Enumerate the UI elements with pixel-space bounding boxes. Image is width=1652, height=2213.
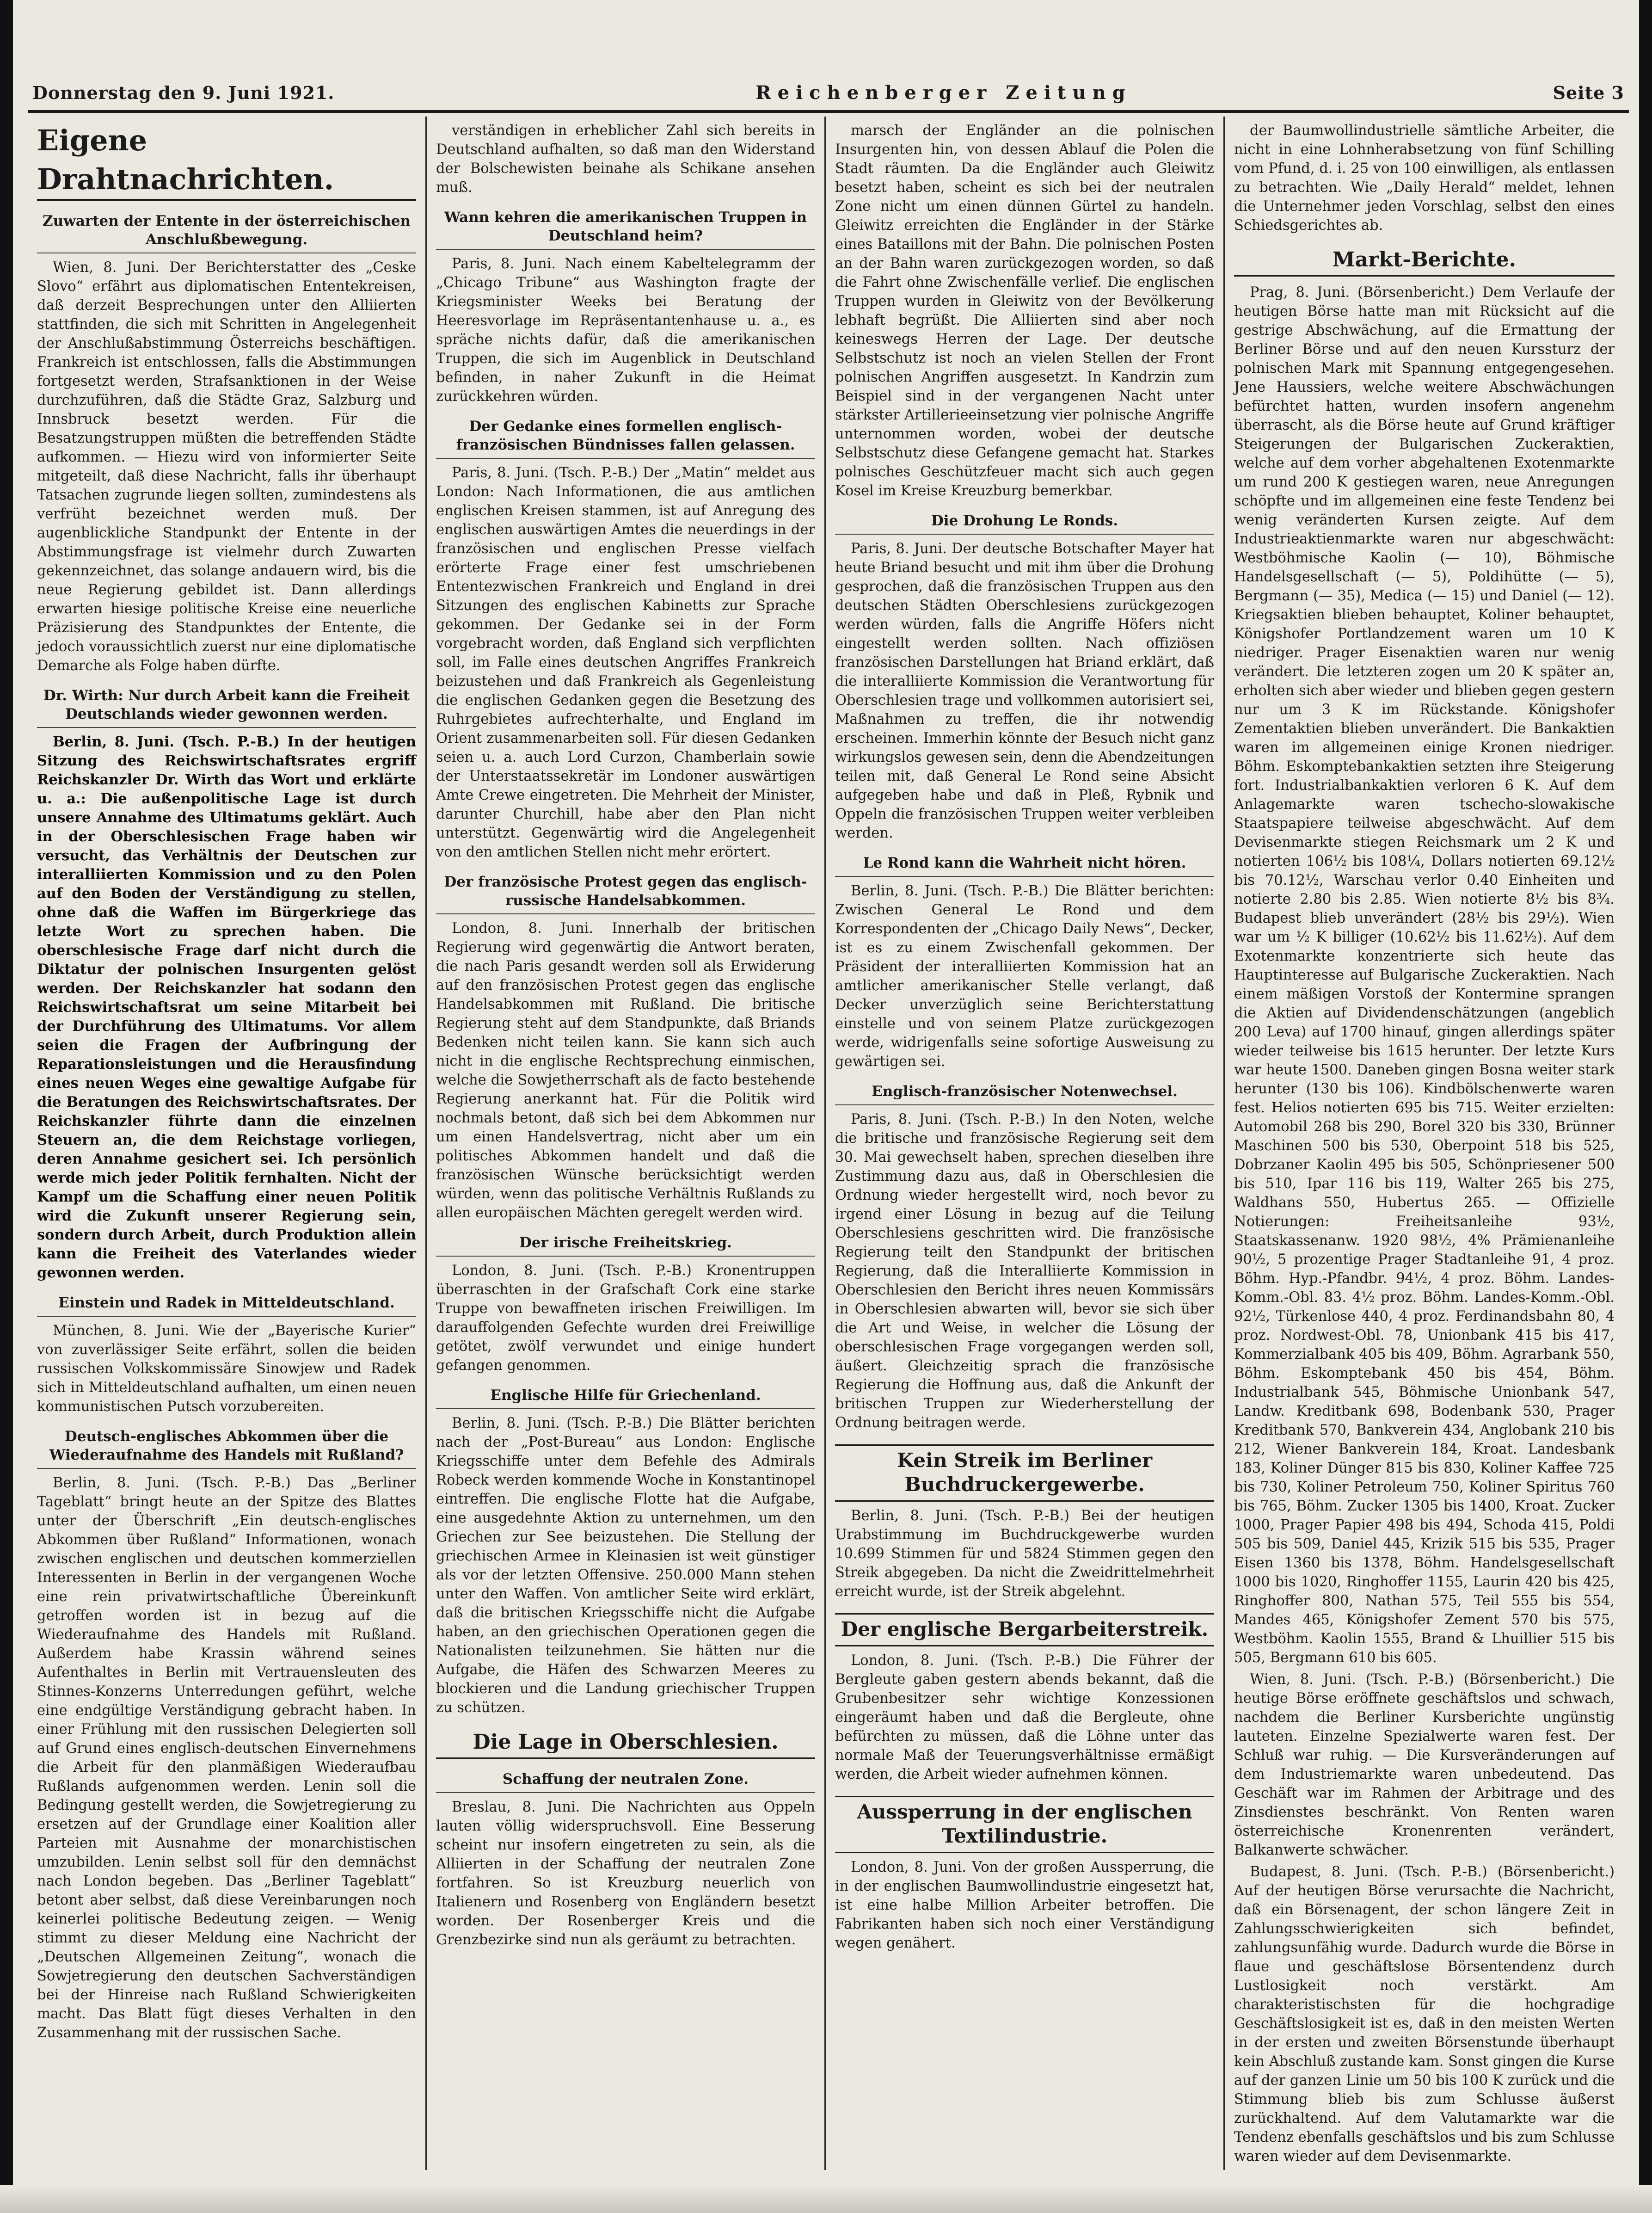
article-body: Berlin, 8. Juni. (Tsch. P.-B.) Bei der heutigen Urabstimmung im Buchdruckgewerbe wurden 10.699 Stimmen für und 5824 Stimmen gegen den Streik abgegeben. Da nicht die Zweidrittelmehrheit erreicht wurde, ist der Streik abgelehnt. <box>835 1508 1214 1600</box>
article-body: Paris, 8. Juni. Der deutsche Botschafter Mayer hat heute Briand besucht und mit ihm über die Drohung gesprochen, daß die französischen Truppen aus den deutschen Städten Oberschlesiens zurückgezogen werden würden, falls die Angriffe Höfers nicht eingestellt werden sollten. Nach offiziösen französischen Darstellungen hat Briand erklärt, daß die interalliierte Kommission die Verantwortung für Oberschlesien trage und vollkommen autorisiert sei, Maßnahmen zu treffen, die ihr notwendig erscheinen. Immerhin könnte der Besuch nicht ganz wirkungslos gewesen sein, denn die Abendzeitungen teilen mit, daß General Le Rond seine Absicht aufgegeben habe und daß in Pleß, Rybnik und Oppeln die französischen Truppen weiter verbleiben werden. <box>835 541 1214 841</box>
article-body: London, 8. Juni. (Tsch. P.-B.) Die Führer der Bergleute gaben gestern abends bekannt, daß die Grubenbesitzer sehr wichtige Konzessionen eingeräumt haben und daß die Bergleute, ohne befürchten zu müssen, daß die Löhne unter das normale Maß der Teuerungsverhältnisse ermäßigt werden, die Arbeit wieder aufnehmen können. <box>835 1652 1214 1782</box>
article-headline: Aussperrung in der englischen Textilindustrie. <box>835 1796 1214 1853</box>
article-heading: Schaffung der neutralen Zone. <box>436 1770 815 1793</box>
section-heading: Die Lage in Oberschlesien. <box>436 1730 815 1759</box>
column-4 <box>1225 117 1624 2170</box>
article-body: Berlin, 8. Juni. (Tsch. P.-B.) In der heutigen Sitzung des Reichswirtschaftsrates ergriff Reichskanzler Dr. Wirth das Wort und erklärte u. a.: Die außenpolitische Lage ist durch unsere Annahme des Ultimatums geklärt. Auch in der Oberschlesischen Frage haben wir versucht, das Verhältnis der Deutschen zur interalliierten Kommission und zu den Polen auf den Boden der Verständigung zu stellen, ohne daß die Waffen im Bürgerkriege das letzte Wort zu sprechen haben. Die oberschlesische Frage darf nicht durch die Diktatur der polnischen Insurgenten gelöst werden. Der Reichskanzler hat sodann den Reichswirtschaftsrat um seine Mitarbeit bei der Durchführung des Ultimatums. Vor allem seien die Fragen der Aufbringung der Reparationsleistungen und die Herausfindung eines neuen Weges eine gewaltige Aufgabe für die Beratungen des Reichswirtschaftsrates. Der Reichskanzler führte dann die einzelnen Steuern an, die dem Reichstage vorliegen, deren Annahme gesichert sei. Ich persönlich werde mich jeder Politik fernhalten. Nicht der Kampf um die Schaffung einer neuen Politik wird die Zukunft unserer Regierung sein, sondern durch Arbeit, durch Produktion allein kann die Freiheit des Vaterlandes wieder gewonnen werden. <box>37 734 416 1281</box>
article-body: Berlin, 8. Juni. (Tsch. P.-B.) Die Blätter berichten: Zwischen General Le Rond und dem Korrespondenten der „Chicago Daily News“, Decker, ist es zu einem Zwischenfall gekommen. Der Präsident der interalliierten Kommission hat an amtlicher amerikanischer Stelle verlangt, daß Decker unverzüglich seine Berichterstattung einstelle und von seinem Platze zurückgezogen werde, widrigenfalls seine sofortige Ausweisung zu gewärtigen sei. <box>835 883 1214 1070</box>
article-heading: Le Rond kann die Wahrheit nicht hören. <box>835 854 1214 877</box>
article-body: verständigen in erheblicher Zahl sich bereits in Deutschland aufhalten, so daß man den Widerstand der Bolschewisten beinahe als Schikane ansehen muß. <box>436 123 815 196</box>
section-heading: Markt-Berichte. <box>1234 248 1615 277</box>
article-body: Paris, 8. Juni. (Tsch. P.-B.) In den Noten, welche die britische und französische Regierung seit dem 30. Mai gewechselt haben, sprechen dieselben ihre Zustimmung dazu aus, daß in Oberschlesien die Ordnung wieder hergestellt wird, noch bevor zu irgend einer Lösung in bezug auf die Teilung Oberschlesiens geschritten wird. Die französische Regierung teilt den Standpunkt der britischen Regierung, daß die Interalliierte Kommission in Oberschlesien den Bericht ihres neuen Kommissärs in Oberschlesien abwarten will, bevor sie sich über die Art und Weise, in welcher die Lösung der oberschlesischen Frage vorgegangen werden soll, äußert. Gleichzeitig sprach die französische Regierung die Hoffnung aus, daß die Ankunft der britischen Truppen zur Wiederherstellung der Ordnung beitragen werde. <box>835 1111 1214 1431</box>
article-body: Wien, 8. Juni. Der Berichterstatter des „Ceske Slovo“ erfährt aus diplomatischen Ententekreisen, daß derzeit Besprechungen unter den Alliierten stattfinden, die sich mit Schritten in Angelegenheit der Anschlußabstimmung Österreichs beschäftigen. Frankreich ist entschlossen, falls die Abstimmungen fortgesetzt werden, Strafsanktionen in der Weise durchzuführen, daß die Städte Graz, Salzburg und Innsbruck besetzt werden. Für die Besatzungstruppen müßten die betreffenden Städte aufkommen. — Hiezu wird von informierter Seite mitgeteilt, daß diese Nachricht, falls ihr überhaupt Tatsachen zugrunde liegen sollten, zumindestens als verfrüht bezeichnet werden muß. Der augenblickliche Standpunkt der Entente in der Abstimmungsfrage ist vielmehr durch Zuwarten gekennzeichnet, das solange andauern wird, bis die neue Regierung gebildet ist. Dann allerdings erwarten hiesige politische Kreise eine neuerliche Präzisierung des Standpunktes der Entente, die jedoch voraussichtlich zuerst nur eine diplomatische Demarche als Folge haben dürfte. <box>37 259 416 674</box>
article-heading: Deutsch-englisches Abkommen über die Wiederaufnahme des Handels mit Rußland? <box>37 1427 416 1469</box>
article-heading: Der Gedanke eines formellen englisch-französischen Bündnisses fallen gelassen. <box>436 417 815 459</box>
article-columns <box>28 117 1625 2170</box>
masthead-date: Donnerstag den 9. Juni 1921. <box>32 82 335 103</box>
market-report: Prag, 8. Juni. (Börsenbericht.) Dem Verlaufe der heutigen Börse hatte man mit Rücksicht auf die gestrige Abschwächung, auf die Ermattung der Berliner Börse und auf den neuen Kurssturz der polnischen Mark mit Spannung entgegengesehen. Jene Haussiers, welche weitere Abschwächungen befürchtet hatten, wurden insofern angenehm überrascht, als die Börse heute auf Grund kräftiger Steigerungen der Bulgarischen Zuckeraktien, welche auf dem vorher abgehaltenen Exotenmarkte um rund 200 K gestiegen waren, neue Anregungen schöpfte und im allgemeinen eine feste Tendenz bei wenig veränderten Kursen zeigte. Auf dem Industrieaktienmarkte waren nur abgeschwächt: Westböhmische Kaolin (— 10), Böhmische Handelsgesellschaft (— 5), Poldihütte (— 5), Bergmann (— 35), Medica (— 15) und Daniel (— 12). Kriegsaktien blieben behauptet, Koliner behauptet, Königshofer Portlandzement waren um 10 K niedriger. Prager Eisenaktien waren nur wenig verändert. Die letzteren zogen um 20 K später an, erholten sich aber wieder und blieben gegen gestern nur um 3 K im Rückstande. Königshofer Zementaktien blieben unverändert. Die Bankaktien waren im allgemeinen einige Kronen niedriger. Böhm. Eskomptebankaktien setzten ihre Steigerung fort. Industrialbankaktien verloren 6 K. Auf dem Anlagemarkte waren tschecho-slowakische Staatspapiere teilweise abgeschwächt. Auf dem Devisenmarkte stiegen Reichsmark um 2 K und notierten 106½ bis 108¼, Dollars notierten 69.12½ bis 70.12½, Warschau verlor 0.40 Einheiten und notierte 2.80 bis 2.85. Wien notierte 8½ bis 8¾. Budapest blieb unverändert (28½ bis 29½). Wien war um ½ K billiger (10.62½ bis 11.62½). Auf dem Exotenmarkte konzentrierte sich heute das Hauptinteresse auf Bulgarische Zuckeraktien. Nach einem mäßigen Vorstoß der Kontermine sprangen die Aktien auf Dividendenschätzungen (angeblich 200 Leva) auf 1700 hinauf, gingen allerdings später wieder teilweise bis 1615 herunter. Der letzte Kurs war heute 1500. Daneben gingen Bosna weiter stark herunter (130 bis 106). Kindbölschenwerte waren fest. Helios notierten 695 bis 715. Weiter erzielten: Automobil 268 bis 290, Borel 320 bis 330, Brünner Maschinen 500 bis 530, Oberpoint 518 bis 525, Dobrzaner Kaolin 495 bis 505, Schönpriesener 500 bis 510, Ipar 116 bis 119, Walter 265 bis 275, Waldhans 550, Hubertus 265. — Offizielle Notierungen: Freiheitsanleihe 93½, Staatskassenanw. 1920 98½, 4% Prämienanleihe 90½, 5 prozentige Prager Stadtanleihe 91, 4 proz. Böhm. Hyp.-Pfandbr. 94½, 4 proz. Böhm. Landes-Komm.-Obl. 83. 4½ proz. Böhm. Landes-Komm.-Obl. 92½, Türkenlose 440, 4 proz. Ferdinandsbahn 80, 4 proz. Nordwest-Obl. 78, Unionbank 415 bis 417, Kommerzialbank 405 bis 409, Böhm. Agrarbank 550, Böhm. Eskomptebank 450 bis 454, Böhm. Industrialbank 545, Böhmische Unionbank 547, Landw. Kreditbank 698, Bodenbank 530, Prager Kreditbank 570, Bankverein 434, Anglobank 210 bis 212, Wiener Bankverein 184, Kroat. Landesbank 183, Koliner Dünger 815 bis 830, Koliner Kaffee 725 bis 730, Koliner Petroleum 750, Koliner Spiritus 760 bis 765, Böhm. Zucker 1305 bis 1400, Kroat. Zucker 1000, Prager Papier 498 bis 494, Schoda 415, Poldi 505 bis 509, Daniel 445, Krizik 515 bis 535, Prager Eisen 1360 bis 1378, Böhm. Handelsgesellschaft 1000 bis 1020, Ringhoffer 1155, Laurin 420 bis 425, Ringhoffer 800, Nathan 575, Teil 555 bis 554, Mandes 465, Königshofer Zement 570 bis 575, Westböhm. Kaolin 1555, Brand & Lhuillier 515 bis 505, Bergmann 610 bis 605. <box>1234 284 1615 1666</box>
article-heading: Einstein und Radek in Mitteldeutschland. <box>37 1294 416 1317</box>
article-body: Berlin, 8. Juni. (Tsch. P.-B.) Das „Berliner Tageblatt“ bringt heute an der Spitze des Blattes unter der Überschrift „Ein deutsch-englisches Abkommen über Rußland“ Informationen, wonach zwischen englischen und deutschen kommerziellen Interessenten in Berlin in der vergangenen Woche eine rein privatwirtschaftliche Übereinkunft getroffen worden ist in bezug auf die Wiederaufnahme des Handels mit Rußland. Außerdem habe Krassin während seines Aufenthaltes in Berlin mit Vertrauensleuten des Stinnes-Konzerns Unterredungen geführt, welche eine endgültige Verständigung gebracht haben. In einer Frühlung mit den russischen Delegierten soll auf Grund eines englisch-deutschen Einvernehmens die Arbeit für den planmäßigen Wiederaufbau Rußlands aufgenommen werden. Lenin soll die Bedingung gestellt werden, die Sowjetregierung zu ersetzen auf der Grundlage einer Koalition aller Parteien mit Ausnahme der monarchistischen umzubilden. Lenin selbst soll für den demnächst nach London begeben. Das „Berliner Tageblatt“ betont aber selbst, daß diese Vereinbarungen noch keinerlei politische Bedeutung zeigen. — Wenig stimmt zu dieser Meldung eine Nachricht der „Deutschen Allgemeinen Zeitung“, wonach die Sowjetregierung den deutschen Sachverständigen bei der Hinreise nach Rußland Schwierigkeiten macht. Das Blatt fügt dieses Verhalten in den Zusammenhang mit der russischen Sache. <box>37 1475 416 2041</box>
section-title: Eigene Drahtnachrichten. <box>37 121 416 201</box>
article-headline: Der englische Bergarbeiterstreik. <box>835 1613 1214 1646</box>
article-headline: Kein Streik im Berliner Buchdruckergewerbe. <box>835 1444 1214 1502</box>
masthead-page-number: Seite 3 <box>1553 82 1624 103</box>
article-body: Breslau, 8. Juni. Die Nachrichten aus Oppeln lauten völlig widerspruchsvoll. Eine Besserung scheint nur insofern eingetreten zu sein, als die Alliierten in der Schaffung der neutralen Zone fortfahren. So ist Kreuzburg neuerlich von Italienern und Rosenberg von Engländern besetzt worden. Der Rosenberger Kreis und die Grenzbezirke sind nun als geräumt zu betrachten. <box>436 1799 815 1948</box>
article-heading: Der französische Protest gegen das englisch-russische Handelsabkommen. <box>436 873 815 914</box>
masthead <box>32 79 1624 106</box>
article-body: München, 8. Juni. Wie der „Bayerische Kurier“ von zuverlässiger Seite erfährt, sollen die beiden russischen Volkskommissäre Sinowjew und Radek sich in Mitteldeutschland aufhalten, um einen neuen kommunistischen Putsch vorzubereiten. <box>37 1323 416 1415</box>
article-heading: Die Drohung Le Ronds. <box>835 512 1214 535</box>
article-heading: Zuwarten der Entente in der österreichischen Anschlußbewegung. <box>37 212 416 253</box>
article-heading: Englisch-französischer Notenwechsel. <box>835 1082 1214 1105</box>
article-body: London, 8. Juni. Von der großen Aussperrung, die in der englischen Baumwollindustrie eingesetzt hat, ist eine halbe Million Arbeiter betroffen. Die Fabrikanten haben sich noch einer Verständigung wegen genähert. <box>835 1859 1214 1951</box>
masthead-rule <box>28 110 1629 113</box>
article-body: London, 8. Juni. Innerhalb der britischen Regierung wird gegenwärtig die Antwort beraten, die nach Paris gesandt werden soll als Erwiderung auf den französischen Protest gegen das englische Handelsabkommen mit Rußland. Die britische Regierung steht auf dem Standpunkte, daß Briands Bedenken nicht teilen kann. Sie kann sich auch nicht in die englische Rechtsprechung einmischen, welche die Sowjetherrschaft als de facto bestehende Regierung anerkannt hat. Für die Politik wird nochmals betont, daß sich bei dem Abkommen nur um einen Handelsvertrag, nicht aber um ein politisches Abkommen handelt und daß die französischen Wünsche berücksichtigt werden würden, wenn das politische Verhältnis Rußlands zu allen europäischen Mächten geregelt werden wird. <box>436 920 815 1221</box>
column-2 <box>427 117 826 2170</box>
market-report: Budapest, 8. Juni. (Tsch. P.-B.) (Börsenbericht.) Auf der heutigen Börse verursachte die Nachricht, daß ein Börsenagent, der schon längere Zeit in Zahlungsschwierigkeiten sich befindet, zahlungsunfähig wurde. Dadurch wurde die Börse in flaue und geschäftslose Börsentendenz durch Lustlosigkeit noch verstärkt. Am charakteristischsten für die hochgradige Geschäftslosigkeit ist es, daß in den meisten Werten in der ersten und zweiten Börsenstunde überhaupt kein Abschluß zustande kam. Sonst gingen die Kurse auf der ganzen Linie um 50 bis 100 K zurück und die Stimmung blieb bis zum Schlusse äußerst zurückhaltend. Auf dem Valutamarkte war die Tendenz ebenfalls geschäftslos und bis zum Schlusse waren wieder auf dem Devisenmarkte. <box>1234 1864 1615 2164</box>
scan-border-right <box>1639 0 1652 2213</box>
column-1 <box>28 117 427 2170</box>
article-body: marsch der Engländer an die polnischen Insurgenten hin, von dessen Ablauf die Polen die Stadt räumten. Da die Engländer auch Gleiwitz besetzt haben, scheint es sich bei der neutralen Zone nicht um einen dünnen Gürtel zu handeln. Gleiwitz erreichten die Engländer in der Stärke eines Bataillons mit der Bahn. Die polnischen Posten an der Bahn waren zurückgezogen worden, so daß die Fahrt ohne Zwischenfälle verlief. Die englischen Truppen wurden in Gleiwitz von der Bevölkerung lebhaft begrüßt. Die Alliierten sind aber noch keineswegs Herren der Lage. Der deutsche Selbstschutz ist noch an vielen Stellen der Front polnischen Angriffen ausgesetzt. In Kandrzin zum Beispiel sind in der vergangenen Nacht unter stärkster Artillerieeinsetzung vier polnische Angriffe unternommen worden, wobei der deutsche Selbstschutz diese Gefangene gemacht hat. Starkes polnisches Geschützfeuer macht sich auch gegen Kosel im Kreise Kreuzburg bemerkbar. <box>835 123 1214 499</box>
article-heading: Der irische Freiheitskrieg. <box>436 1233 815 1257</box>
market-report: Wien, 8. Juni. (Tsch. P.-B.) (Börsenbericht.) Die heutige Börse eröffnete geschäftslos und schwach, nachdem die Berliner Kursberichte ungünstig lauteten. Einzelne Spezialwerte waren fest. Der Schluß war ruhig. — Die Kursveränderungen auf dem Industriemarkte waren unbedeutend. Das Geschäft war im Rahmen der Arbitrage und des Zinsdienstes beschränkt. Von Renten waren österreichische Kronenrenten verändert, Balkanwerte schwächer. <box>1234 1671 1615 1858</box>
article-heading: Englische Hilfe für Griechenland. <box>436 1386 815 1409</box>
article-heading: Dr. Wirth: Nur durch Arbeit kann die Freiheit Deutschlands wieder gewonnen werden. <box>37 686 416 728</box>
article-body: Berlin, 8. Juni. (Tsch. P.-B.) Die Blätter berichten nach der „Post-Bureau“ aus London: Englische Kriegsschiffe unter dem Befehle des Admirals Robeck werden kommende Woche in Konstantinopel eintreffen. Die englische Flotte hat die Aufgabe, eine ausgedehnte Aktion zu unternehmen, um den Griechen zur See beizustehen. Die Stellung der griechischen Armee in Kleinasien ist weit günstiger als vor der letzten Offensive. 250.000 Mann stehen unter den Waffen. Von amtlicher Seite wird erklärt, daß die britischen Kriegsschiffe nicht die Aufgabe haben, an den griechischen Operationen gegen die Nationalisten teilzunehmen. Sie hätten nur die Aufgabe, die Häfen des Schwarzen Meeres zu blockieren und die Landung griechischer Truppen zu schützen. <box>436 1415 815 1716</box>
article-heading: Wann kehren die amerikanischen Truppen in Deutschland heim? <box>436 208 815 250</box>
masthead-paper-name: Reichenberger Zeitung <box>755 81 1132 104</box>
article-body: der Baumwollindustrielle sämtliche Arbeiter, die nicht in eine Lohnherabsetzung von fünf Schilling vom Pfund, d. i. 25 von 100 einwilligen, als entlassen zu betrachten. Wie „Daily Herald“ meldet, lehnen die Unternehmer jeden Vorschlag, selbst den eines Schiedsgerichtes ab. <box>1234 123 1615 234</box>
column-3 <box>826 117 1225 2170</box>
scan-border-left <box>0 0 13 2213</box>
article-body: Paris, 8. Juni. Nach einem Kabeltelegramm der „Chicago Tribune“ aus Washington fragte der Kriegsminister Weeks bei Beratung der Heeresvorlage im Repräsentantenhause u. a., es spräche nichts dafür, daß die amerikanischen Truppen, die sich im Augenblick in Deutschland befinden, in naher Zukunft in die Heimat zurückkehren würden. <box>436 256 815 405</box>
article-body: London, 8. Juni. (Tsch. P.-B.) Kronentruppen überraschten in der Grafschaft Cork eine starke Truppe von bewaffneten irischen Freiwilligen. Im darauffolgenden Gefechte wurden drei Freiwillige getötet, zwölf verwundet und einige hundert gefangen genommen. <box>436 1263 815 1374</box>
scan-border-bottom <box>0 2185 1652 2213</box>
article-body: Paris, 8. Juni. (Tsch. P.-B.) Der „Matin“ meldet aus London: Nach Informationen, die aus amtlichen englischen Kreisen stammen, ist auf Anregung des englischen auswärtigen Amtes die neuerdings in der französischen und englischen Presse vielfach erörterte Frage einer fest umschriebenen Ententezwischen Frankreich und England in drei Sitzungen des englischen Kabinetts zur Sprache gekommen. Der Gedanke sei in der Form vorgebracht worden, daß England sich verpflichten soll, im Falle eines deutschen Angriffes Frankreich beizustehen und daß Frankreich als Gegenleistung die englischen Gedanken gegen die Besetzung des Ruhrgebietes aufrechterhalte, und England im Orient zusammenarbeiten soll. Für diesen Gedanken seien u. a. auch Lord Curzon, Chamberlain sowie der Unterstaatssekretär im Londoner auswärtigen Amte Crewe eingetreten. Die Mehrheit der Minister, darunter Churchill, habe aber den Plan nicht unterstützt. Gegenwärtig wird die Angelegenheit von den amtlichen Stellen nicht mehr erörtert. <box>436 465 815 860</box>
